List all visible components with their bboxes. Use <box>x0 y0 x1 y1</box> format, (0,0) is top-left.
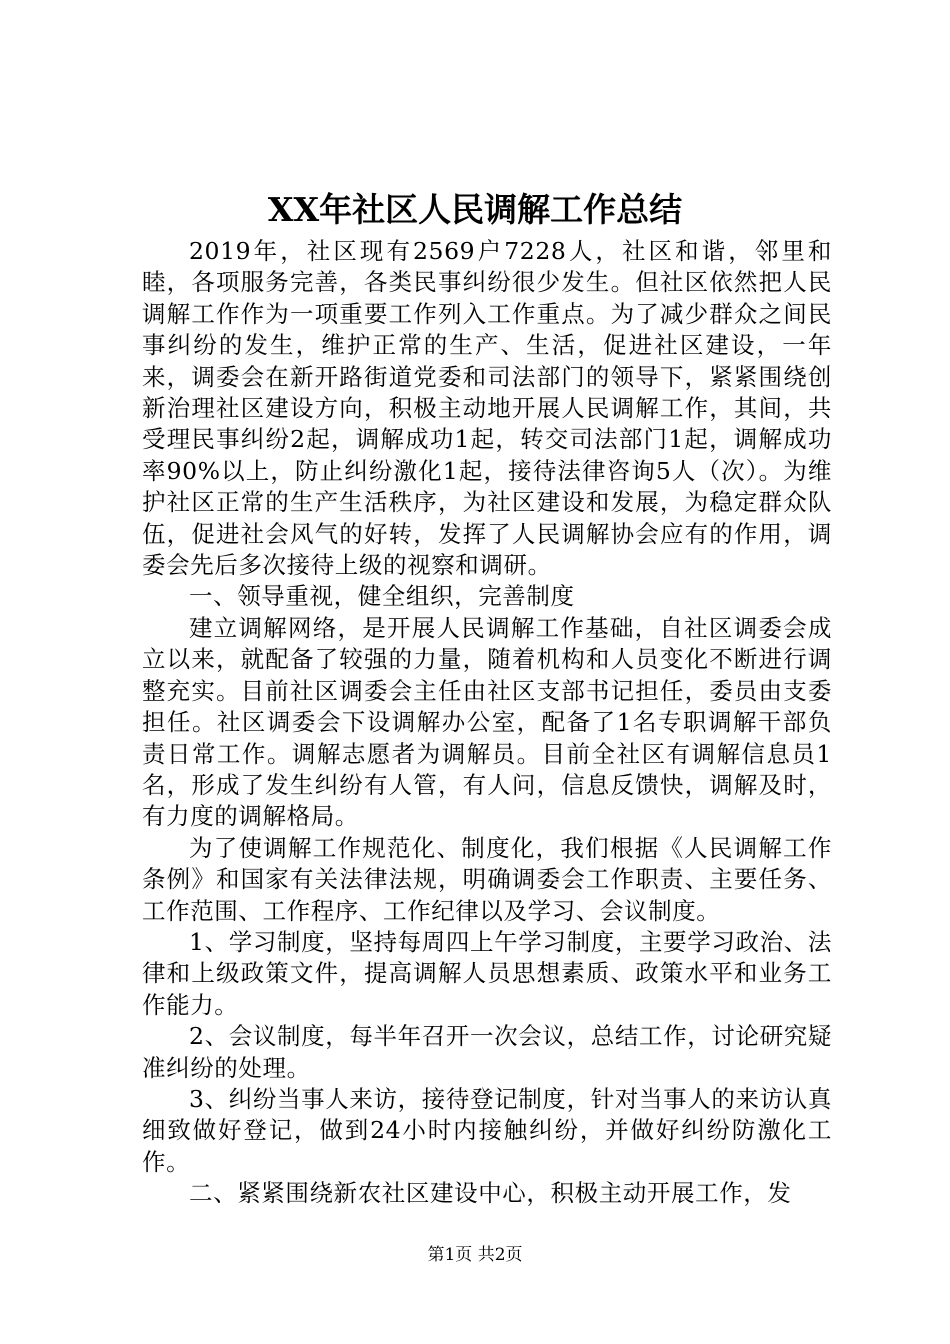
document-title: XX年社区人民调解工作总结 <box>267 190 683 229</box>
page-footer: 第1页 共2页 <box>427 1245 523 1265</box>
paragraph-network: 建立调解网络，是开展人民调解工作基础，自社区调委会成立以来，就配备了较强的力量，随着机构和人员变化不断进行调整充实。目前社区调委会主任由社区支部书记担任，委员由支委担任。社区调委会下设调解办公室，配备了1名专职调解干部负责日常工作。调解志愿者为调解员。目前全社区有调解信息员1名，形成了发生纠纷有人管，有人问，信息反馈快，调解及时，有力度的调解格局。 <box>142 613 832 831</box>
paragraph-intro: 2019年，社区现有2569户7228人，社区和谐，邻里和睦，各项服务完善，各类民事纠纷很少发生。但社区依然把人民调解工作作为一项重要工作列入工作重点。为了减少群众之间民事纠纷的发生，维护正常的生产、生活，促进社区建设，一年来，调委会在新开路街道党委和司法部门的领导下，紧紧围绕创新治理社区建设方向，积极主动地开展人民调解工作，其间，共受理民事纠纷2起，调解成功1起，转交司法部门1起，调解成功率90%以上，防止纠纷激化1起，接待法律咨询5人（次）。为维护社区正常的生产生活秩序，为社区建设和发展，为稳定群众队伍，促进社会风气的好转，发挥了人民调解协会应有的作用，调委会先后多次接待上级的视察和调研。 <box>142 237 832 580</box>
paragraph-study-system: 1、学习制度，坚持每周四上午学习制度，主要学习政治、法律和上级政策文件，提高调解人员思想素质、政策水平和业务工作能力。 <box>142 927 832 1019</box>
section-heading-1: 一、领导重视，健全组织，完善制度 <box>189 582 575 611</box>
paragraph-visit-system: 3、纠纷当事人来访，接待登记制度，针对当事人的来访认真细致做好登记，做到24小时内接触纠纷，并做好纠纷防激化工作。 <box>142 1084 832 1176</box>
section-heading-2: 二、紧紧围绕新农社区建设中心，积极主动开展工作，发 <box>189 1179 792 1208</box>
document-body <box>142 236 832 1210</box>
paragraph-rules: 为了使调解工作规范化、制度化，我们根据《人民调解工作条例》和国家有关法律法规，明确调委会工作职责、主要任务、工作范围、工作程序、工作纪律以及学习、会议制度。 <box>142 833 832 925</box>
paragraph-meeting-system: 2、会议制度，每半年召开一次会议，总结工作，讨论研究疑准纠纷的处理。 <box>142 1022 832 1082</box>
